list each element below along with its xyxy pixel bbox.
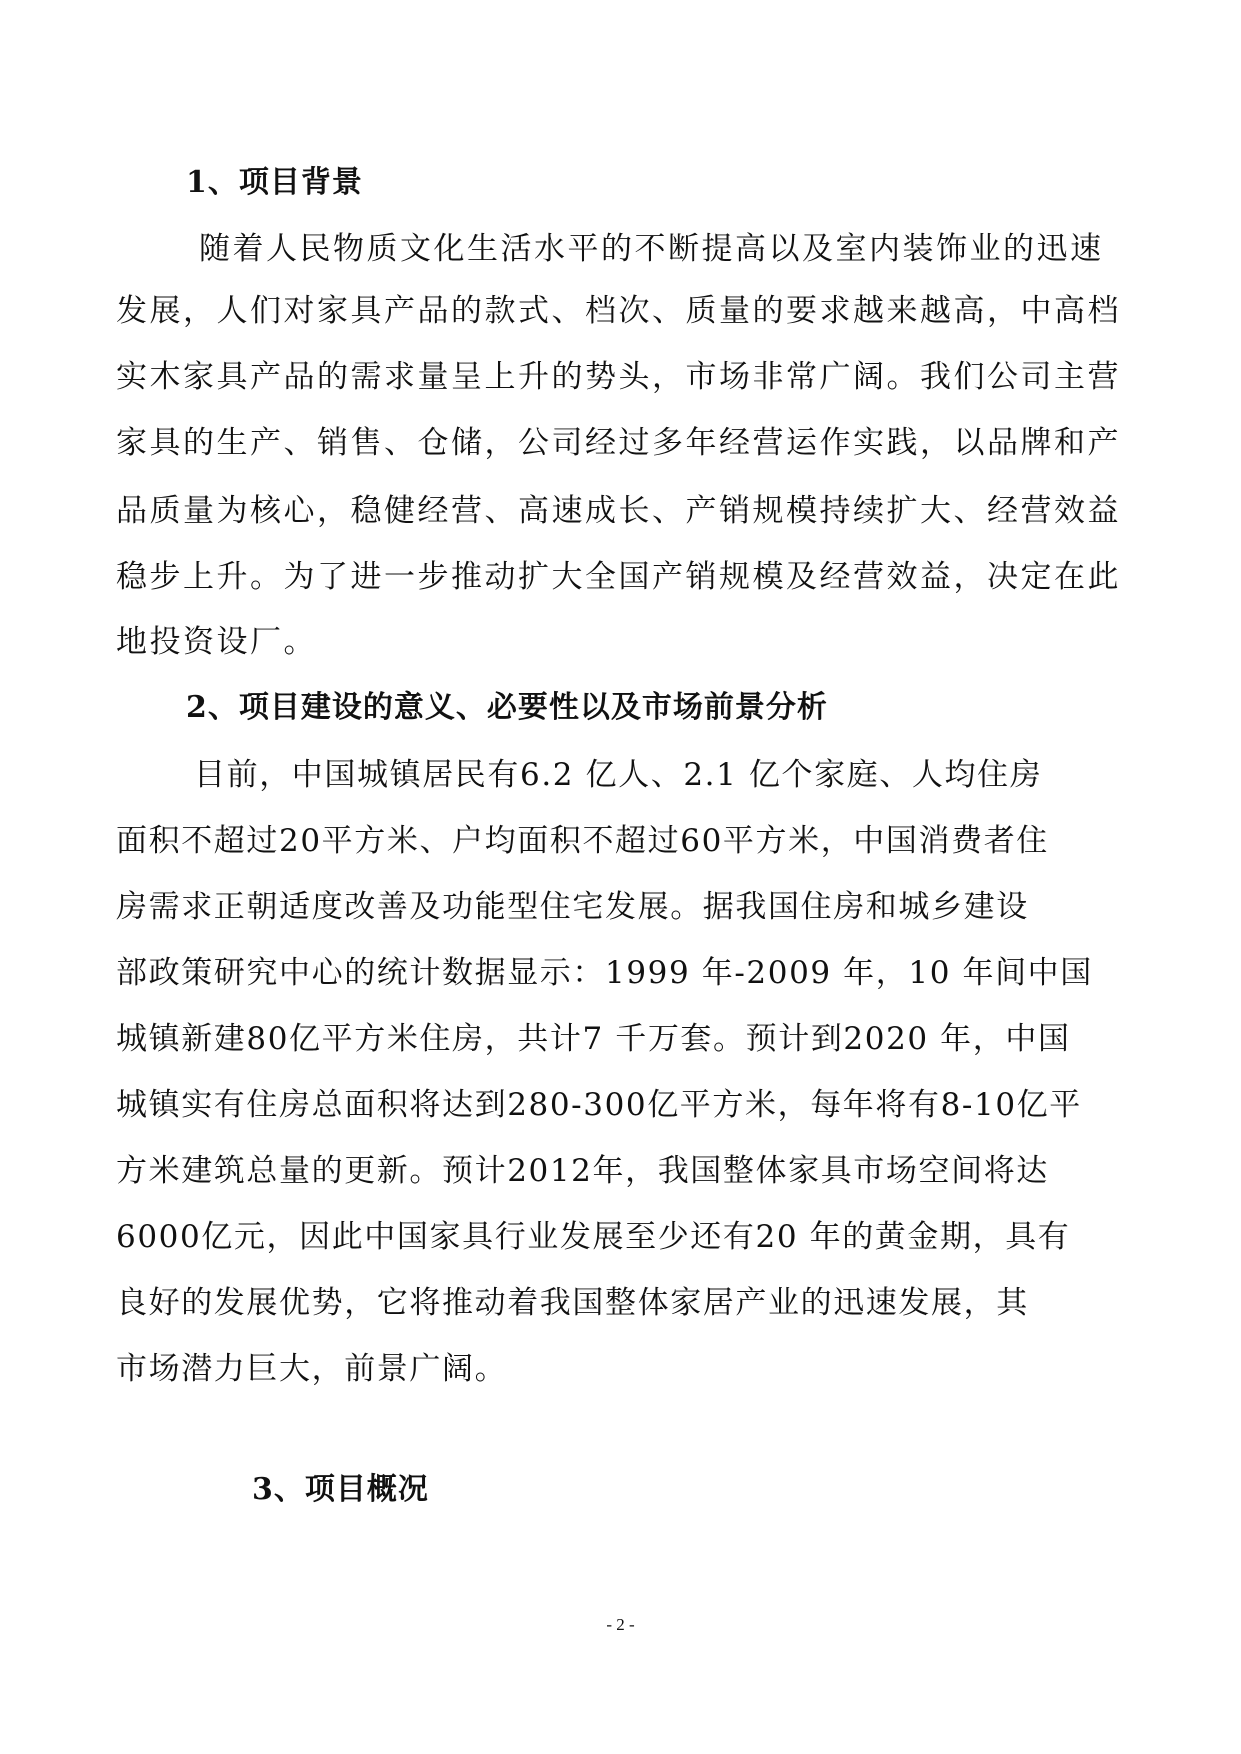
section-1-line-7: 地投资设厂。 xyxy=(116,624,317,660)
section-1-line-2: 发展，人们对家具产品的款式、档次、质量的要求越来越高，中高档 xyxy=(116,293,1121,329)
section-1-heading: 1、项目背景 xyxy=(186,165,363,200)
section-2-line-7: 方米建筑总量的更新。预计2012年，我国整体家具市场空间将达 xyxy=(116,1153,1049,1189)
section-1-line-6: 稳步上升。为了进一步推动扩大全国产销规模及经营效益，决定在此 xyxy=(116,559,1121,595)
section-3-heading: 3、项目概况 xyxy=(252,1472,429,1507)
section-2-line-5: 城镇新建80亿平方米住房，共计7 千万套。预计到2020 年，中国 xyxy=(116,1021,1071,1057)
section-2-heading: 2、项目建设的意义、必要性以及市场前景分析 xyxy=(186,690,828,725)
section-2-line-2: 面积不超过20平方米、户均面积不超过60平方米，中国消费者住 xyxy=(116,823,1049,859)
section-1-line-4: 家具的生产、销售、仓储，公司经过多年经营运作实践，以品牌和产 xyxy=(116,425,1121,461)
section-2-line-4: 部政策研究中心的统计数据显示：1999 年-2009 年，10 年间中国 xyxy=(116,955,1093,991)
section-2-line-9: 良好的发展优势，它将推动着我国整体家居产业的迅速发展，其 xyxy=(116,1285,1029,1321)
page-number: - 2 - xyxy=(606,1615,635,1634)
section-1-line-1: 随着人民物质文化生活水平的不断提高以及室内装饰业的迅速 xyxy=(199,231,1104,267)
section-2-line-8: 6000亿元，因此中国家具行业发展至少还有20 年的黄金期，具有 xyxy=(116,1219,1071,1255)
section-2-line-6: 城镇实有住房总面积将达到280-300亿平方米，每年将有8-10亿平 xyxy=(116,1087,1082,1123)
section-2-line-1: 目前，中国城镇居民有6.2 亿人、2.1 亿个家庭、人均住房 xyxy=(194,757,1043,793)
section-1-line-3: 实木家具产品的需求量呈上升的势头，市场非常广阔。我们公司主营 xyxy=(116,359,1121,395)
section-2-line-10: 市场潜力巨大，前景广阔。 xyxy=(116,1351,508,1387)
section-2-line-3: 房需求正朝适度改善及功能型住宅发展。据我国住房和城乡建设 xyxy=(116,889,1029,925)
section-1-line-5: 品质量为核心，稳健经营、高速成长、产销规模持续扩大、经营效益 xyxy=(116,493,1121,529)
